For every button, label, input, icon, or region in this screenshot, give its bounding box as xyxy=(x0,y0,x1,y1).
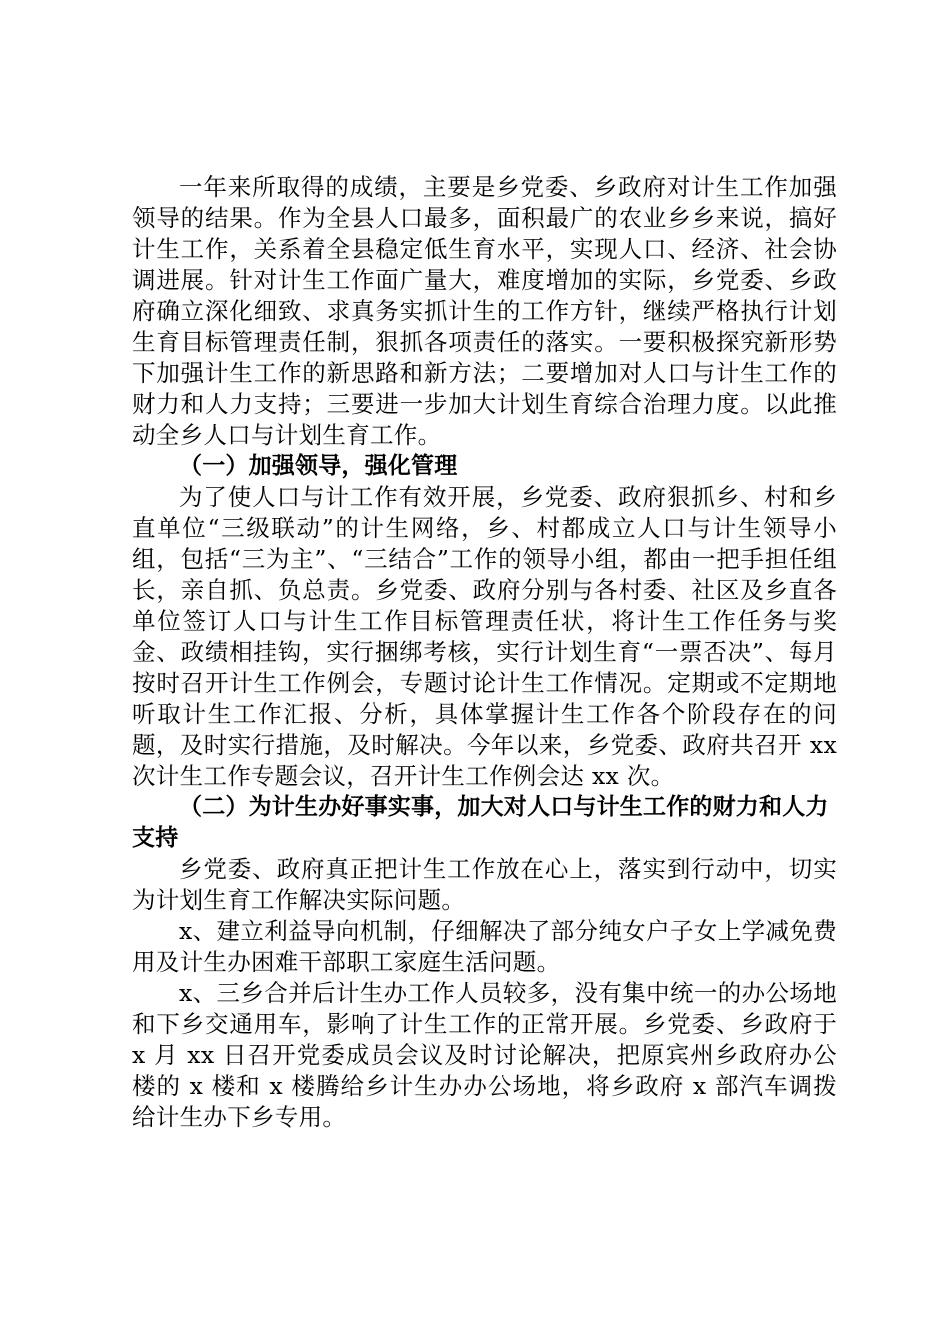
section-2-paragraph-2: x、建立利益导向机制，仔细解决了部分纯女户子女上学减免费用及计生办困难干部职工家庭生活问题。 xyxy=(132,917,837,976)
section-2-paragraph-1: 乡党委、政府真正把计生工作放在心上，落实到行动中，切实为计划生育工作解决实际问题。 xyxy=(132,855,837,914)
section-1-paragraph: 为了使人口与计工作有效开展，乡党委、政府狠抓乡、村和乡直单位“三级联动”的计生网络，乡、村都成立人口与计生领导小组，包括“三为主”、“三结合”工作的领导小组，都由一把手担任组长，亲自抓、负总责。乡党委、政府分别与各村委、社区及乡直各单位签订人口与计生工作目标管理责任状，将计生工作任务与奖金、政绩相挂钩，实行捆绑考核，实行计划生育“一票否决”、每月按时召开计生工作例会，专题讨论计生工作情况。定期或不定期地听取计生工作汇报、分析，具体掌握计生工作各个阶段存在的问题，及时实行措施，及时解决。今年以来，乡党委、政府共召开 xx 次计生工作专题会议，召开计生工作例会达 xx 次。 xyxy=(132,483,837,790)
document-page xyxy=(132,172,837,1133)
intro-paragraph: 一年来所取得的成绩，主要是乡党委、乡政府对计生工作加强领导的结果。作为全县人口最多，面积最广的农业乡乡来说，搞好计生工作，关系着全县稳定低生育水平，实现人口、经济、社会协调进展。针对计生工作面广量大，难度增加的实际，乡党委、乡政府确立深化细致、求真务实抓计生的工作方针，继续严格执行计划生育目标管理责任制，狠抓各项责任的落实。一要积极探究新形势下加强计生工作的新思路和新方法；二要增加对人口与计生工作的财力和人力支持；三要进一步加大计划生育综合治理力度。以此推动全乡人口与计划生育工作。 xyxy=(132,173,837,449)
section-2-paragraph-3: x、三乡合并后计生办工作人员较多，没有集中统一的办公场地和下乡交通用车，影响了计生工作的正常开展。乡党委、乡政府于 x 月 xx 日召开党委成员会议及时讨论解决，把原宾州乡政府办公楼的 x 楼和 x 楼腾给乡计生办办公场地，将乡政府 x 部汽车调拨给计生办下乡专用。 xyxy=(132,979,837,1131)
section-2-heading: （二）为计生办好事实事，加大对人口与计生工作的财力和人力支持 xyxy=(132,794,829,851)
section-1-heading: （一）加强领导，强化管理 xyxy=(179,453,458,479)
